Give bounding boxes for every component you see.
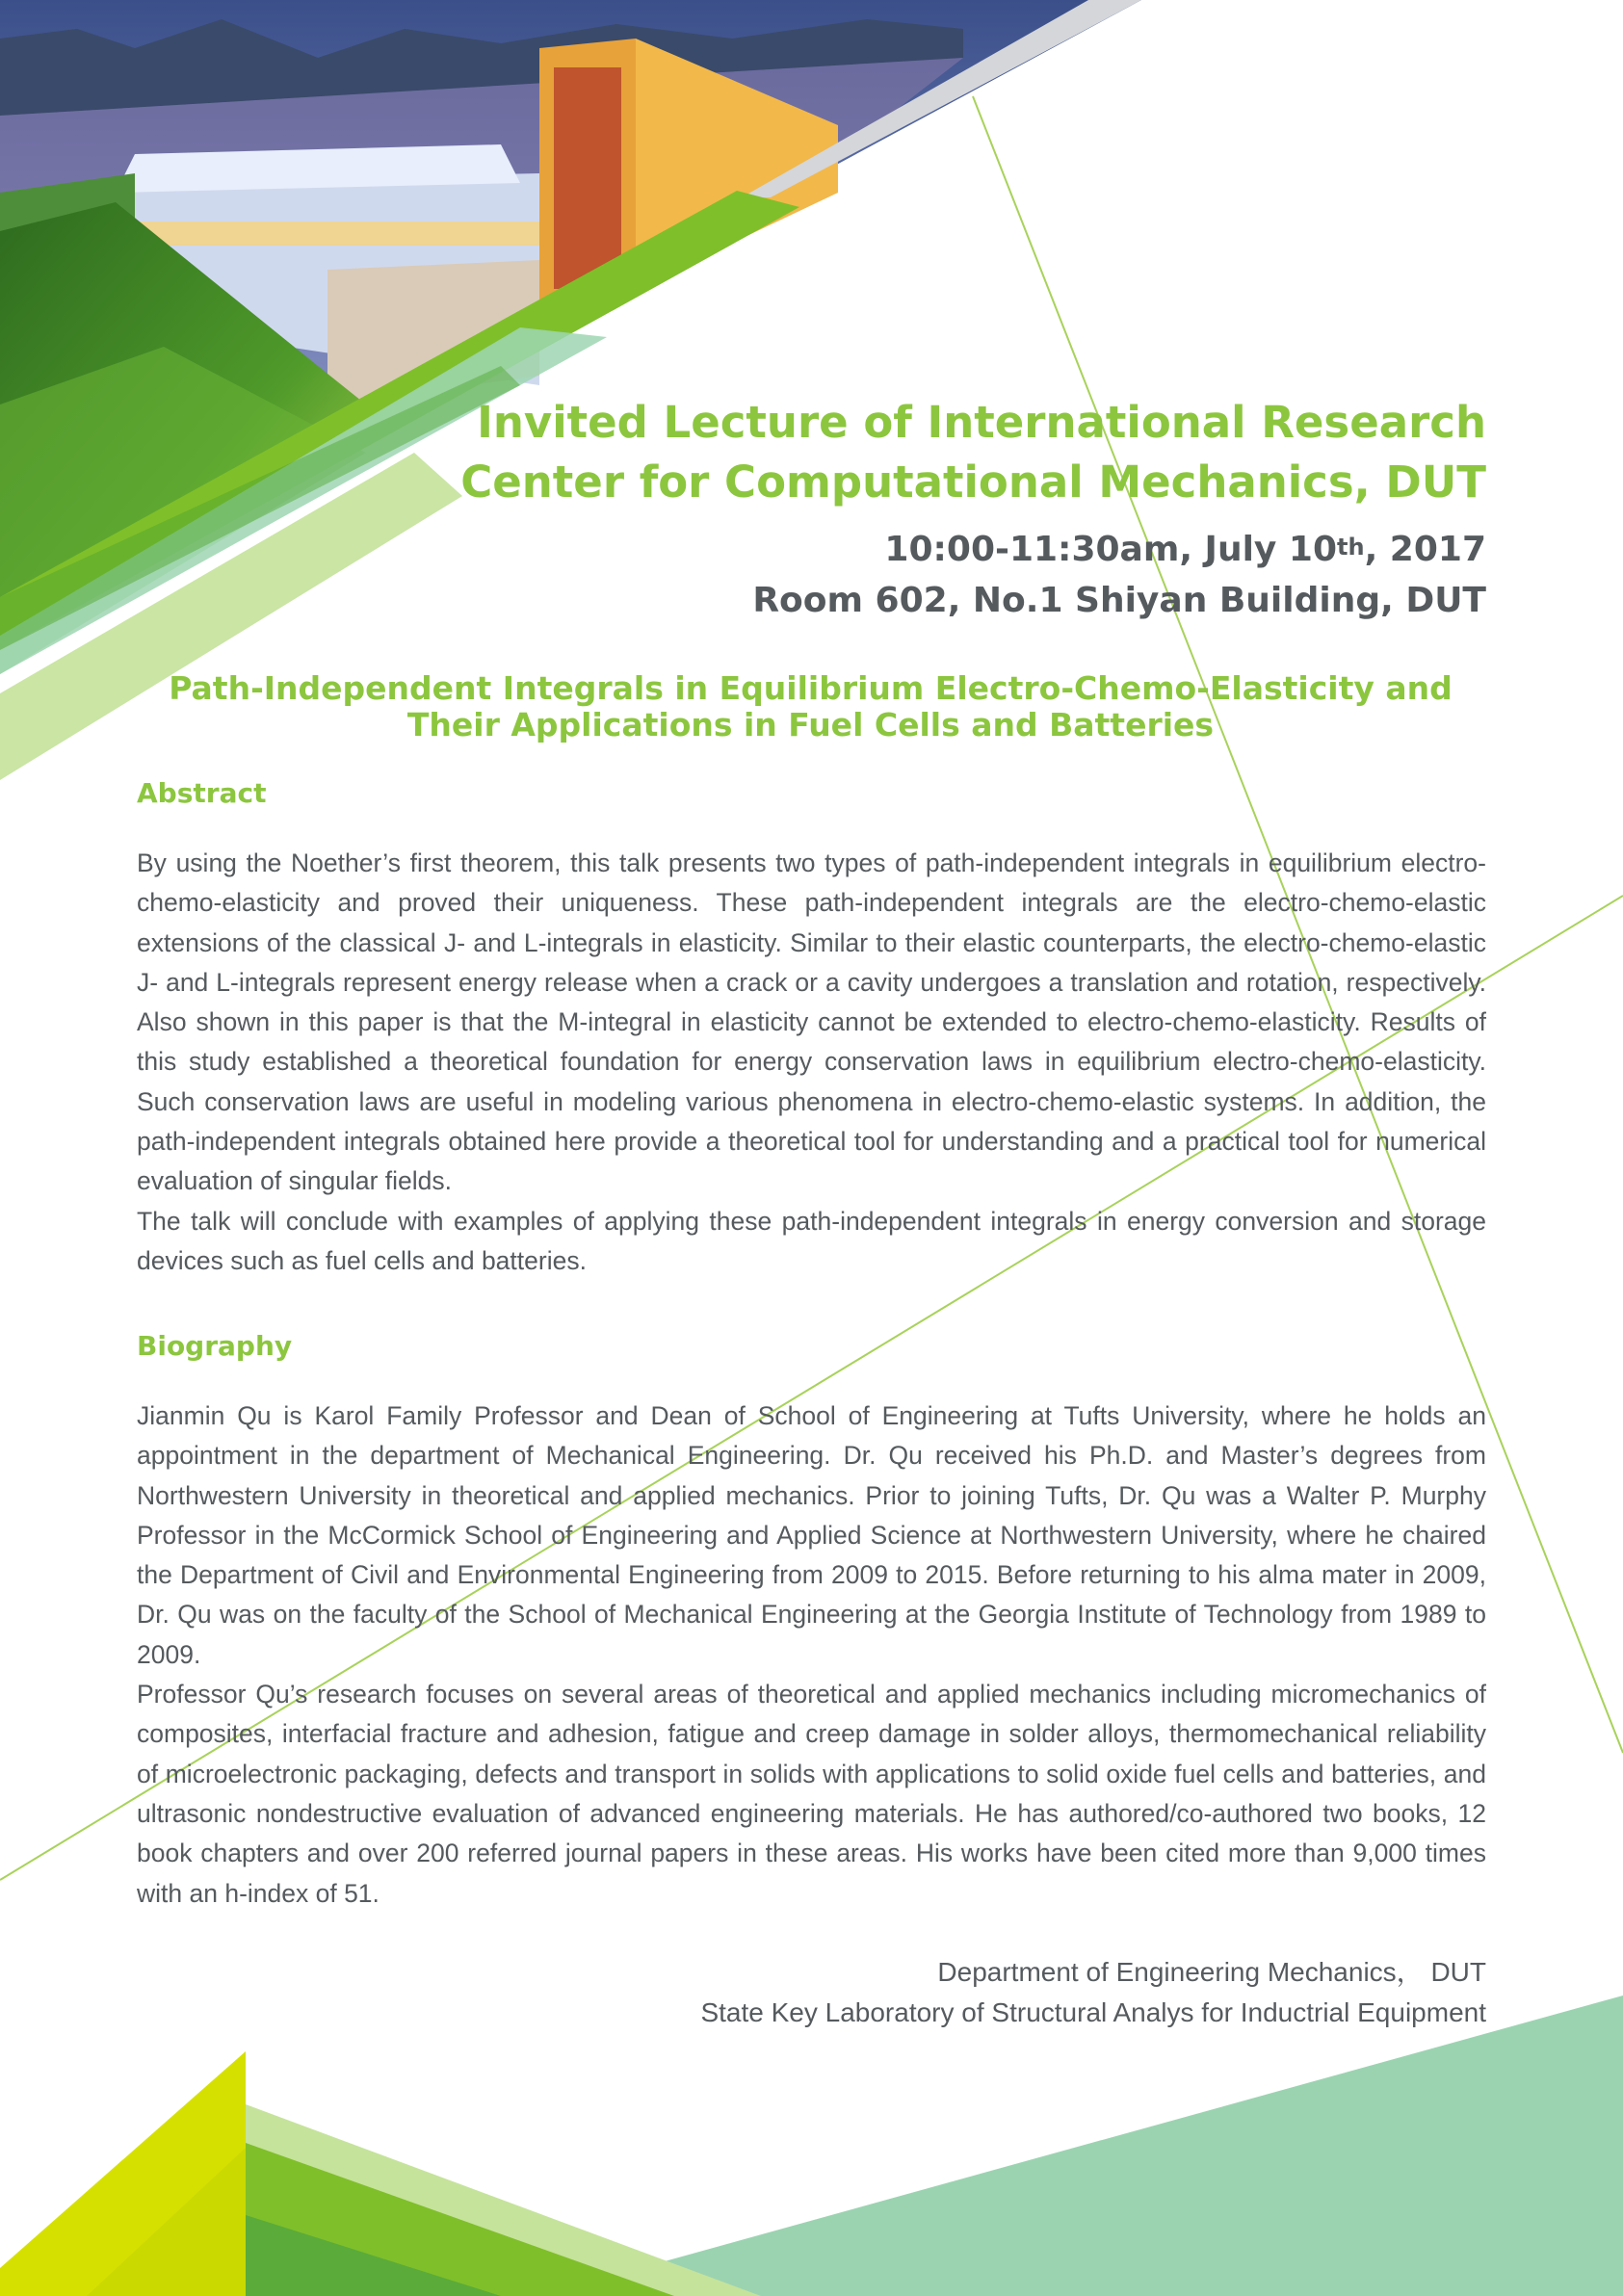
event-location: Room 602, No.1 Shiyan Building, DUT (752, 581, 1486, 620)
organizer-department: Department of Engineering Mechanics， DUT (937, 1957, 1486, 1987)
talk-title-line-2: Their Applications in Fuel Cells and Batteries (406, 706, 1215, 744)
event-time-suffix: th (1337, 534, 1365, 561)
biography-body (137, 1396, 1486, 1914)
event-time (752, 526, 1486, 577)
organizer-laboratory: State Key Laboratory of Structural Analys for Inductrial Equipment (700, 1997, 1486, 2027)
lecture-title (460, 393, 1486, 512)
biography-paragraph-1: Jianmin Qu is Karol Family Professor and Dean of School of Engineering at Tufts University, where he holds an appointment in the department of Mechanical Engineering. Dr. Qu received his Ph.D. and Master’s degrees from Northwestern University in theoretical and applied mechanics. Prior to joining Tufts, Dr. Qu was a Walter P. Murphy Professor in the McCormick School of Engineering and Applied Science at Northwestern University, where he chaired the Department of Civil and Environmental Engineering from 2009 to 2015. Before returning to his alma mater in 2009, Dr. Qu was on the faculty of the School of Mechanical Engineering at the Georgia Institute of Technology from 1989 to 2009. (137, 1401, 1486, 1669)
talk-title-line-1: Path-Independent Integrals in Equilibrium Electro-Chemo-Elasticity and (169, 669, 1453, 707)
event-meta (752, 526, 1486, 625)
abstract-paragraph-2: The talk will conclude with examples of applying these path-independent integrals in energy conversion and storage devices such as fuel cells and batteries. (137, 1206, 1486, 1275)
abstract-body (137, 844, 1486, 1281)
lecture-title-line-1: Invited Lecture of International Research (477, 397, 1486, 448)
organizer-block (700, 1952, 1486, 2033)
abstract-heading: Abstract (137, 777, 267, 809)
biography-paragraph-2: Professor Qu’s research focuses on several areas of theoretical and applied mechanics including micromechanics of composites, interfacial fracture and adhesion, fatigue and creep damage in solder alloys, thermomechanical reliability of microelectronic packaging, defects and transport in solids with applications to solid oxide fuel cells and batteries, and ultrasonic nondestructive evaluation of advanced engineering materials. He has authored/co-authored two books, 12 book chapters and over 200 referred journal papers in these areas. His works have been cited more than 9,000 times with an h-index of 51. (137, 1680, 1486, 1908)
abstract-paragraph-1: By using the Noether’s first theorem, this talk presents two types of path-independent integrals in equilibrium electro-chemo-elasticity and proved their uniqueness. These path-independent integrals are the electro-chemo-elastic extensions of the classical J- and L-integrals in elasticity. Similar to their elastic counterparts, the electro-chemo-elastic J- and L-integrals represent energy release when a crack or a cavity undergoes a translation and rotation, respectively. Also shown in this paper is that the M-integral in elasticity cannot be extended to electro-chemo-elasticity. Results of this study established a theoretical foundation for energy conservation laws in equilibrium electro-chemo-elasticity. Such conservation laws are useful in modeling various phenomena in electro-chemo-elastic systems. In addition, the path-independent integrals obtained here provide a theoretical tool for understanding and a practical tool for numerical evaluation of singular fields. (137, 848, 1486, 1196)
event-time-main: 10:00-11:30am, July 10 (884, 530, 1338, 569)
biography-heading: Biography (137, 1330, 293, 1362)
event-time-year: , 2017 (1364, 530, 1486, 569)
talk-title (135, 670, 1486, 744)
lecture-title-line-2: Center for Computational Mechanics, DUT (460, 457, 1486, 508)
